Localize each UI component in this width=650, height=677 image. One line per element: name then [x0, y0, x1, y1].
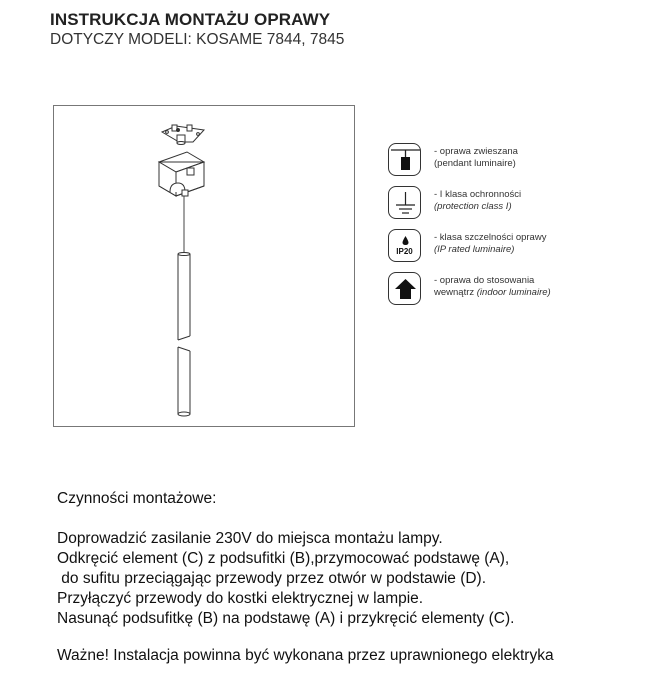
legend-text-pl2: wewnątrz: [434, 287, 475, 298]
mounting-plate-icon: [162, 125, 204, 145]
legend-text-en: (IP rated luminaire): [434, 244, 515, 255]
lamp-tube-icon: [178, 253, 190, 417]
instruction-step: Doprowadzić zasilanie 230V do miejsca montażu lampy.: [57, 530, 443, 547]
legend-item-pendant: [388, 143, 628, 186]
legend-item-protection-class: [388, 186, 628, 229]
legend-text-pl: - klasa szczelności oprawy: [434, 232, 547, 243]
legend-item-ip-rating: [388, 229, 628, 272]
legend-text-en: (pendant luminaire): [434, 158, 516, 169]
instruction-step: Nasunąć podsufitkę (B) na podstawę (A) i przykręcić elementy (C).: [57, 610, 515, 627]
canopy-box-icon: [159, 152, 204, 196]
pendant-luminaire-icon: [388, 143, 421, 176]
indoor-house-icon: [388, 272, 421, 305]
pendant-lamp-drawing-icon: [54, 106, 354, 426]
legend-text-pl: - oprawa zwieszana: [434, 146, 518, 157]
legend-text-en: (protection class I): [434, 201, 512, 212]
page-title: INSTRUKCJA MONTAŻU OPRAWY: [50, 10, 331, 29]
symbol-legend: [388, 143, 628, 315]
legend-text-pl: - oprawa do stosowania: [434, 275, 535, 286]
ip-rating-label: IP20: [396, 247, 413, 256]
ip20-icon: [388, 229, 421, 262]
installation-instructions: [57, 489, 514, 629]
instruction-step: Odkręcić element (C) z podsufitki (B),przymocować podstawę (A),: [57, 550, 510, 567]
instructions-heading: Czynności montażowe:: [57, 490, 217, 507]
legend-item-indoor: [388, 272, 628, 315]
safety-warning: Ważne! Instalacja powinna być wykonana przez uprawnionego elektryka: [57, 647, 554, 664]
ground-protection-icon: [388, 186, 421, 219]
legend-text-en: (indoor luminaire): [476, 287, 551, 298]
instruction-step: Przyłączyć przewody do kostki elektrycznej w lampie.: [57, 590, 424, 607]
page-subtitle: DOTYCZY MODELI: KOSAME 7844, 7845: [50, 31, 345, 48]
legend-text-pl: - I klasa ochronności: [434, 189, 522, 200]
instruction-step: do sufitu przeciągając przewody przez otwór w podstawie (D).: [57, 570, 487, 587]
lamp-assembly-figure: [53, 105, 355, 427]
